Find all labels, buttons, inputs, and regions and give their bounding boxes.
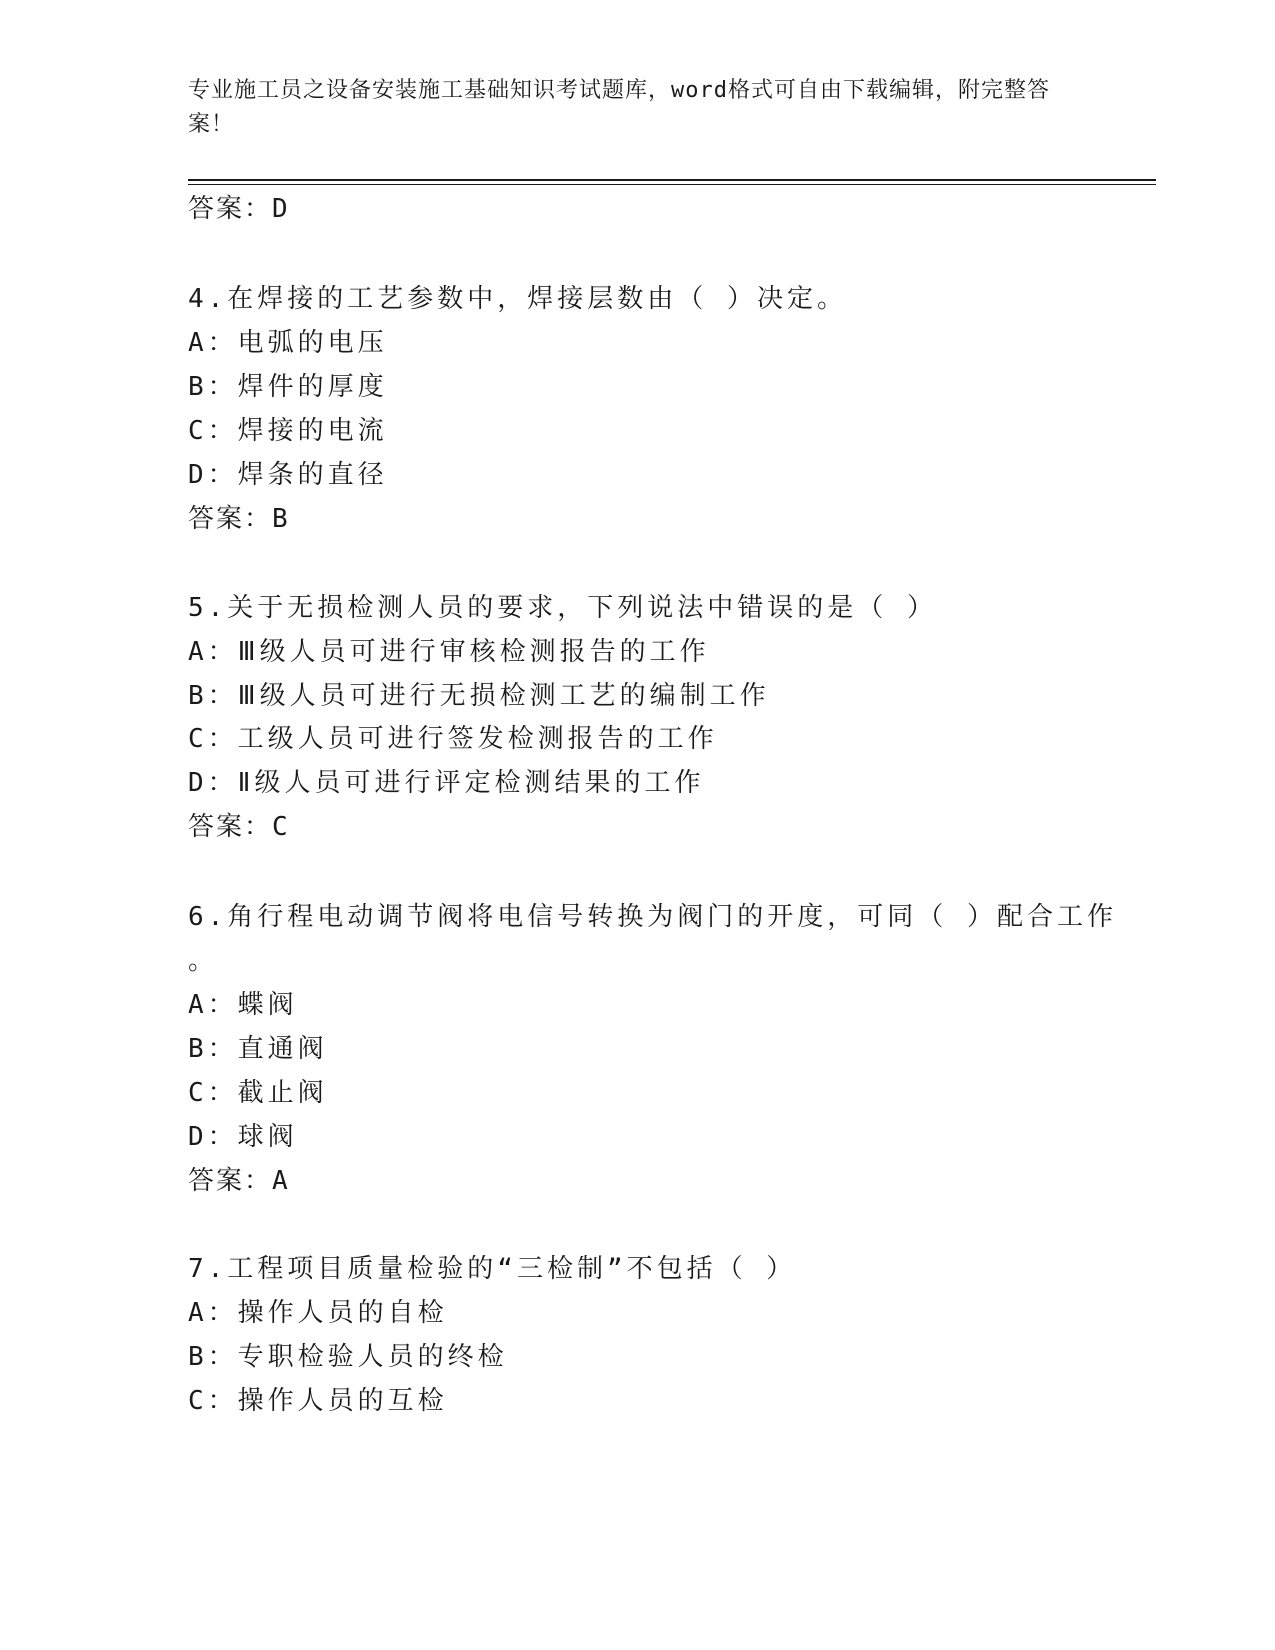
question-5-stem: 5.关于无损检测人员的要求，下列说法中错误的是（ ） (188, 593, 937, 623)
question-6-option-a: A：蝶阀 (188, 990, 298, 1020)
question-4-option-d: D：焊条的直径 (188, 460, 388, 490)
answer-q5: 答案：C (188, 812, 290, 842)
question-7-stem: 7.工程项目质量检验的“三检制”不包括（ ） (188, 1254, 797, 1284)
question-4-option-c: C：焊接的电流 (188, 416, 388, 446)
header-divider-thin (188, 184, 1156, 185)
question-7-option-b: B：专职检验人员的终检 (188, 1342, 508, 1372)
question-5-option-b: B：Ⅲ级人员可进行无损检测工艺的编制工作 (188, 681, 770, 711)
question-6-stem-line1: 6.角行程电动调节阀将电信号转换为阀门的开度，可同（ ）配合工作 (188, 902, 1117, 932)
question-6-option-d: D：球阀 (188, 1122, 298, 1152)
question-5-option-a: A：Ⅲ级人员可进行审核检测报告的工作 (188, 637, 710, 667)
header-divider-thick (188, 179, 1156, 181)
question-6-option-b: B：直通阀 (188, 1034, 328, 1064)
question-7-option-a: A：操作人员的自检 (188, 1298, 448, 1328)
document-header: 专业施工员之设备安装施工基础知识考试题库，word格式可自由下载编辑，附完整答案！ (188, 78, 1050, 137)
question-4-option-a: A：电弧的电压 (188, 328, 388, 358)
question-6-stem-line2: 。 (188, 946, 219, 976)
question-7-option-c: C：操作人员的互检 (188, 1386, 448, 1416)
question-4-stem: 4.在焊接的工艺参数中，焊接层数由（ ）决定。 (188, 284, 847, 314)
question-6-option-c: C：截止阀 (188, 1078, 328, 1108)
answer-q3: 答案：D (188, 194, 290, 224)
answer-q6: 答案：A (188, 1166, 290, 1196)
answer-q4: 答案：B (188, 504, 290, 534)
question-4-option-b: B：焊件的厚度 (188, 372, 388, 402)
question-5-option-d: D：Ⅱ级人员可进行评定检测结果的工作 (188, 768, 705, 798)
question-5-option-c: C：工级人员可进行签发检测报告的工作 (188, 724, 718, 754)
